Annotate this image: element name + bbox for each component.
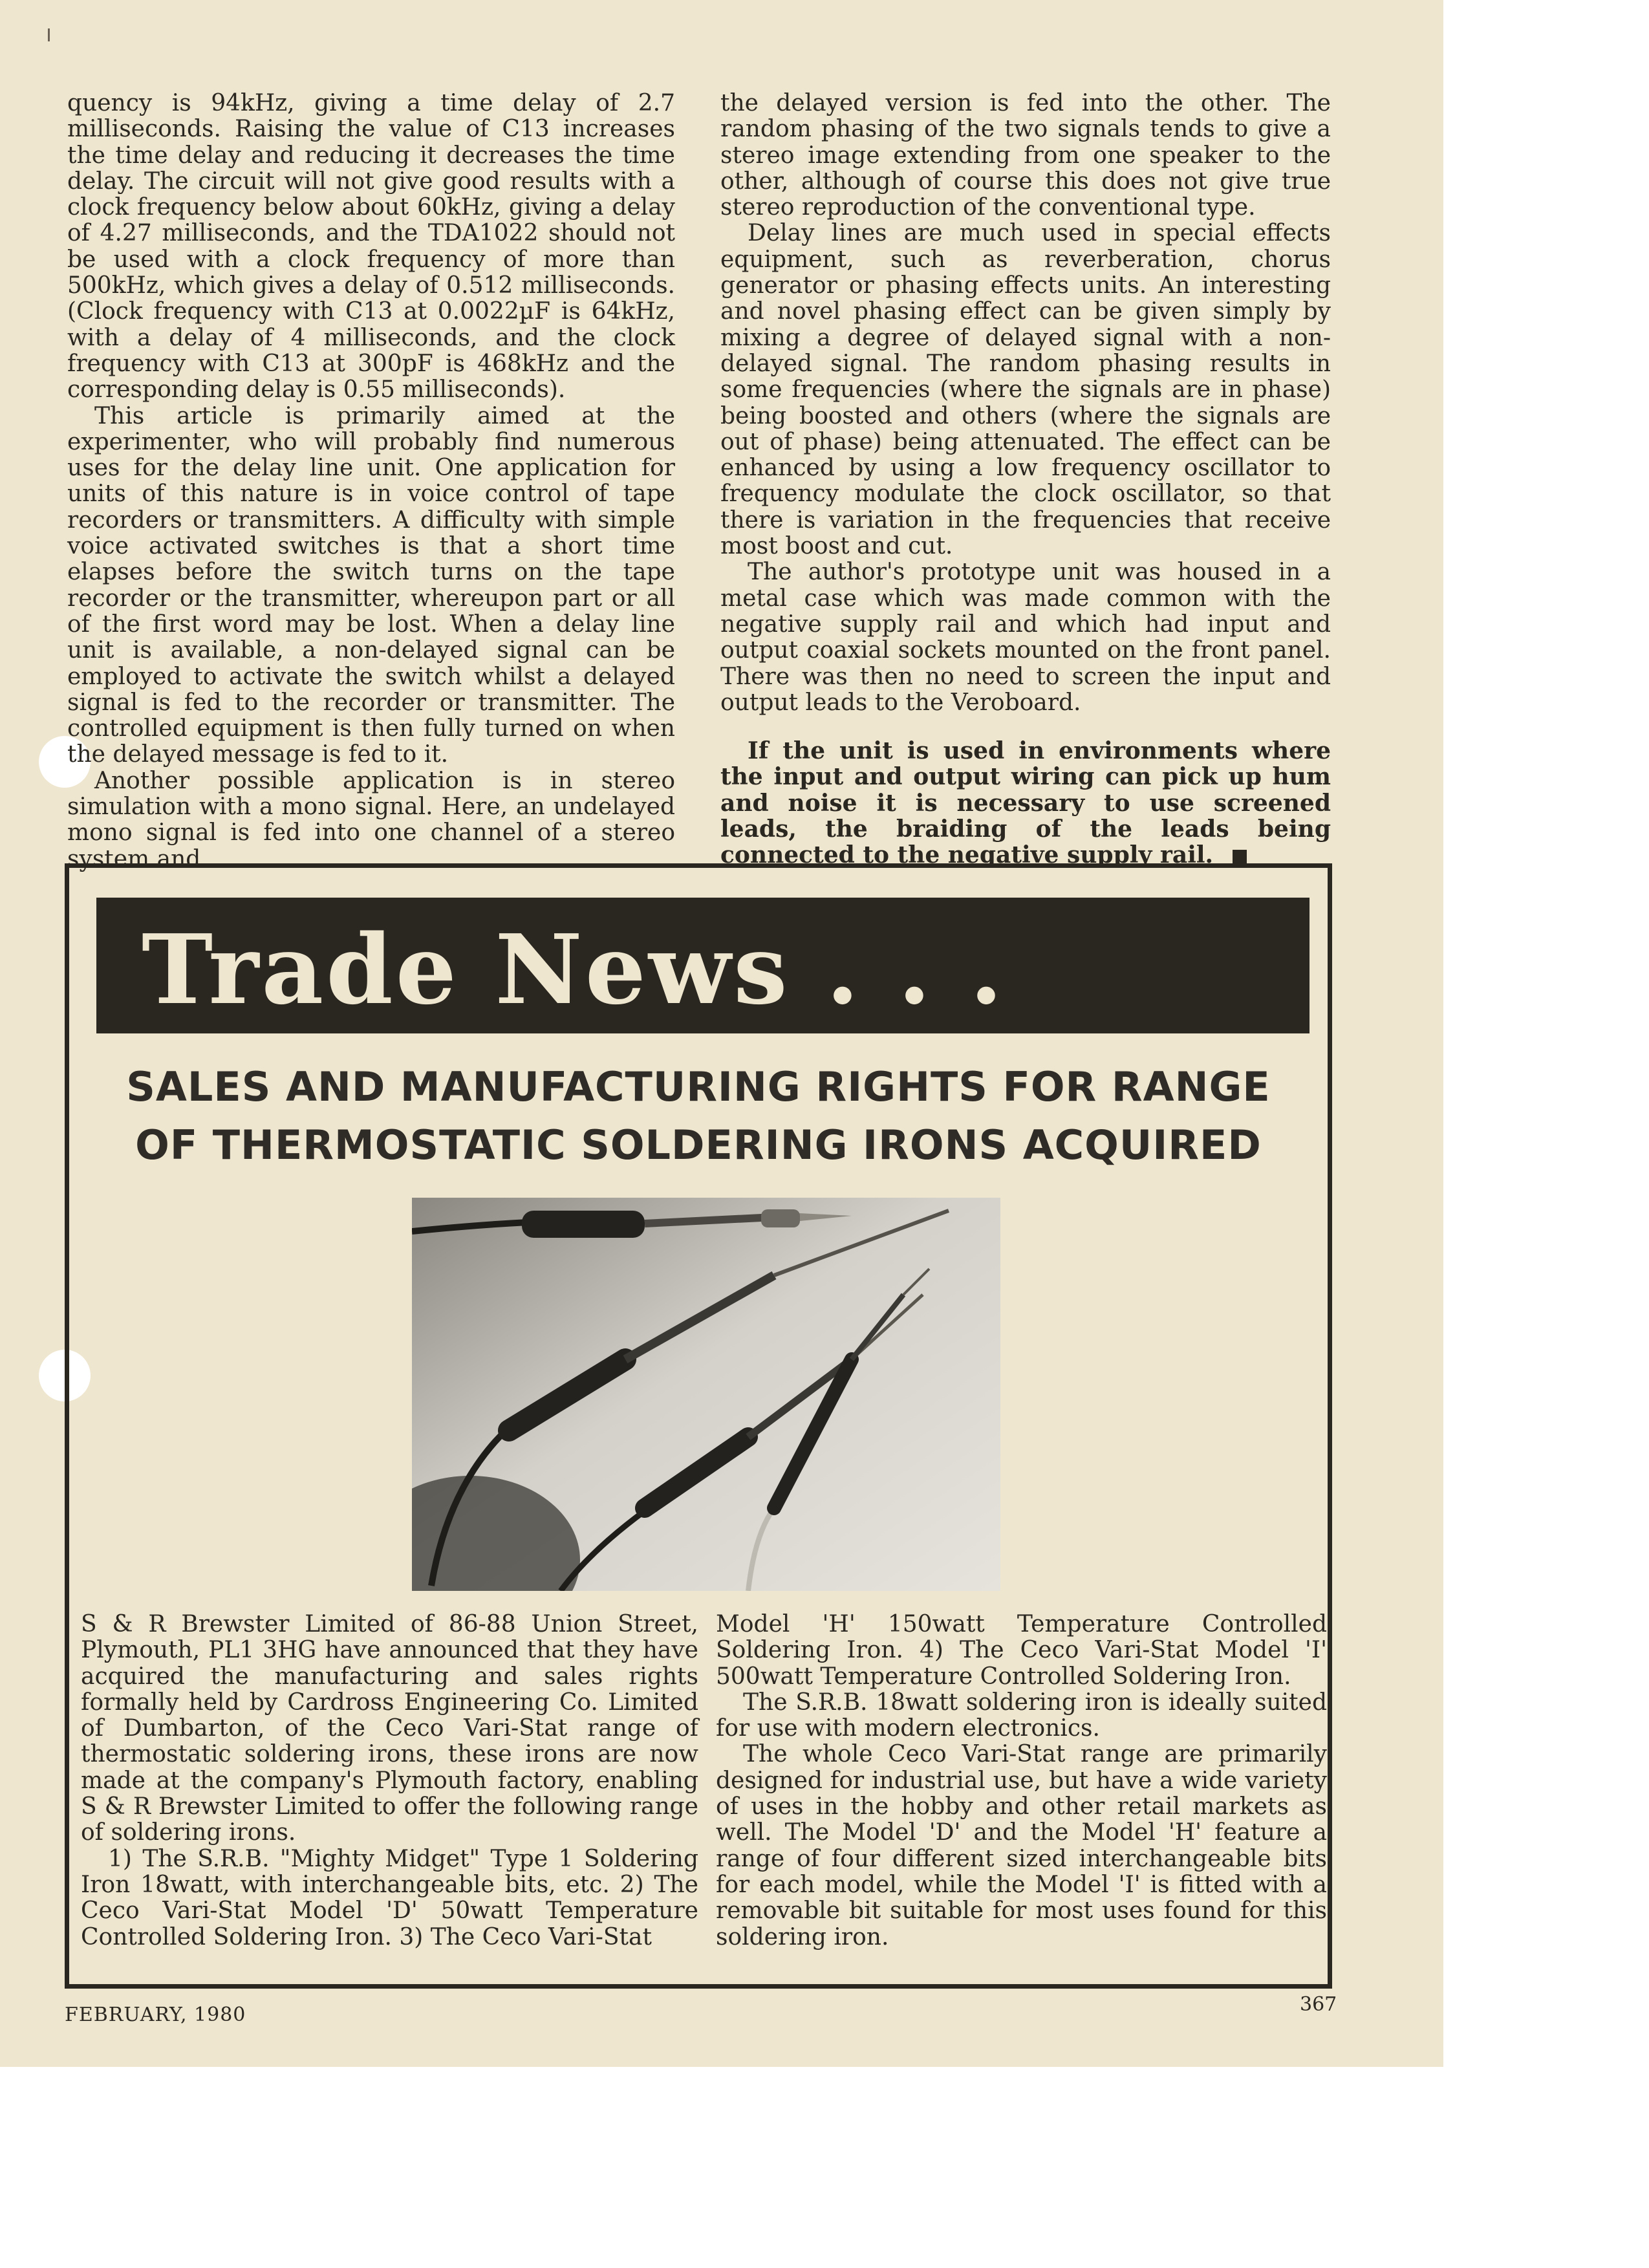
soldering-irons-illustration [412, 1198, 1000, 1591]
trade-news-paragraph: Model 'H' 150watt Temperature Controlled Soldering Iron. 4) The Ceco Vari-Stat Model 'I' 500watt Temperature Controlled Soldering Iron. [716, 1611, 1327, 1690]
article-paragraph: The author's prototype unit was housed in a metal case which was made common with the negative supply rail and which had input and output coaxial sockets mounted on the front panel. There was then no need to screen the input and output leads to the Veroboard. [720, 559, 1331, 716]
footer-date: FEBRUARY, 1980 [65, 2003, 246, 2026]
trade-news-paragraph: The S.R.B. 18watt soldering iron is ideally suited for use with modern electronics. [716, 1689, 1327, 1742]
trade-news-box [65, 863, 1332, 1989]
closing-note [720, 738, 1331, 868]
page-number: 367 [1300, 1993, 1337, 2016]
article-paragraph: Delay lines are much used in special effects equipment, such as reverberation, chorus generator or phasing effects units. An interesting and novel phasing effect can be given simply by mixing a degree of delayed signal with a non-delayed signal. The random phasing results in some frequencies (where the signals are in phase) being boosted and others (where the signals are out of phase) being attenuated. The effect can be enhanced by using a low frequency oscillator to frequency modulate the clock oscillator, so that there is variation in the frequencies that receive most boost and cut. [720, 220, 1331, 560]
article-paragraph: the delayed version is fed into the other. The random phasing of the two signals tends to give a stereo image extending from one speaker to the other, although of course this does not give true stereo reproduction of the conventional type. [720, 90, 1331, 221]
trade-news-paragraph: S & R Brewster Limited of 86-88 Union Street, Plymouth, PL1 3HG have announced that they have acquired the manufacturing and sales rights formally held by Cardross Engineering Co. Limited of Dumbarton, of the Ceco Vari-Stat range of thermostatic soldering irons, these irons are now made at the company's Plymouth factory, enabling S & R Brewster Limited to offer the following range of soldering irons. [81, 1611, 698, 1846]
trade-news-right-column [716, 1612, 1327, 1950]
article-paragraph: This article is primarily aimed at the experimenter, who will probably find numerous uses for the delay line unit. One application for units of this nature is in voice control of tape recorders or transmitters. A difficulty with simple voice activated switches is that a short time elapses before the switch turns on the tape recorder or the transmitter, whereupon part or all of the first word may be lost. When a delay line unit is available, a non-delayed signal can be employed to activate the switch whilst a delayed signal is fed to the recorder or transmitter. The controlled equipment is then fully turned on when the delayed message is fed to it. [67, 402, 675, 768]
article-paragraph: quency is 94kHz, giving a time delay of 2.7 milliseconds. Raising the value of C13 increases the time delay and reducing it decreases the time delay. The circuit will not give good results with a clock frequency below about 60kHz, giving a delay of 4.27 milliseconds, and the TDA1022 should not be used with a clock frequency of more than 500kHz, which gives a delay of 0.512 milliseconds. (Clock frequency with C13 at 0.0022µF is 64kHz, with a delay of 4 milliseconds, and the clock frequency with C13 at 300pF is 468kHz and the corresponding delay is 0.55 milliseconds). [67, 90, 675, 404]
margin-mark [48, 28, 50, 41]
trade-news-banner [96, 898, 1310, 1033]
end-of-article-mark [1233, 850, 1247, 864]
closing-note-text: If the unit is used in environments where the input and output wiring can pick up hum and noise it is necessary to use screened leads, the braiding of the leads being connected to the negative supply rail. [720, 737, 1331, 869]
soldering-irons-photo [412, 1198, 1000, 1591]
banner-title: Trade News . . . [142, 913, 1006, 1026]
trade-news-paragraph: 1) The S.R.B. "Mighty Midget" Type 1 Soldering Iron 18watt, with interchangeable bits, etc. 2) The Ceco Vari-Stat Model 'D' 50watt Temperature Controlled Soldering Iron. 3) The Ceco Vari-Stat [81, 1845, 698, 1950]
article-paragraph: Another possible application is in stereo simulation with a mono signal. Here, an undelayed mono signal is fed into one channel of a stereo system and [67, 767, 675, 872]
article-right-column [720, 91, 1331, 869]
headline-line-2: OF THERMOSTATIC SOLDERING IRONS ACQUIRED [135, 1121, 1262, 1169]
article-left-column [67, 91, 675, 872]
trade-news-left-column [81, 1612, 698, 1950]
trade-news-paragraph: The whole Ceco Vari-Stat range are primarily designed for industrial use, but have a wide variety of uses in the hobby and other retail markets as well. The Model 'D' and the Model 'H' feature a range of four different sized interchangeable bits for each model, while the Model 'I' is fitted with a removable bit suitable for most uses found for this soldering iron. [716, 1741, 1327, 1950]
headline-line-1: SALES AND MANUFACTURING RIGHTS FOR RANGE [126, 1063, 1271, 1110]
